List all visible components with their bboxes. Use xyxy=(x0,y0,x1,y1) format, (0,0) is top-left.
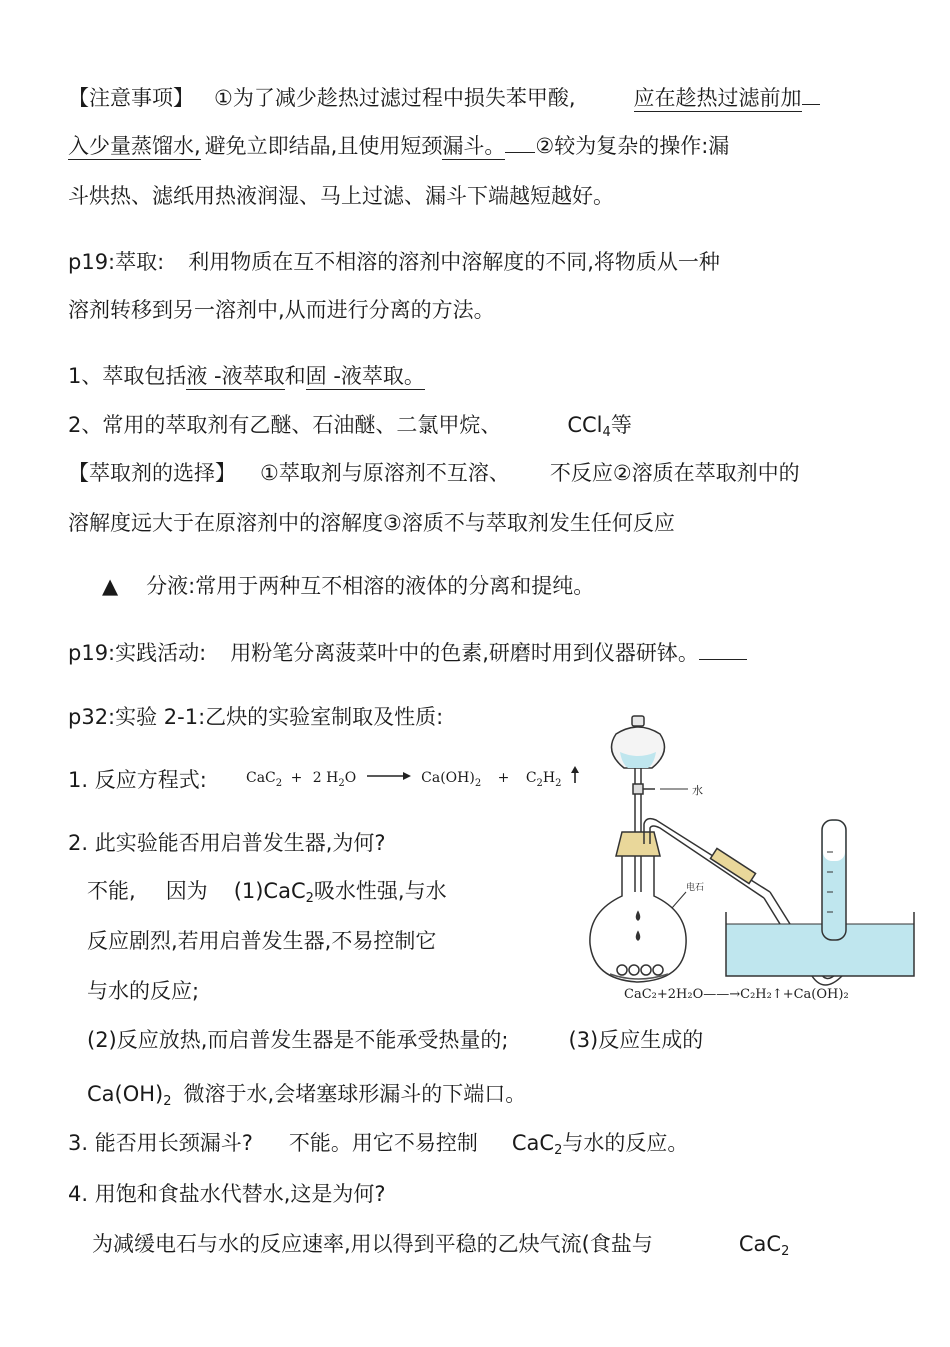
practice-label: p19:实践活动: xyxy=(68,641,207,665)
eq-term: C xyxy=(525,770,537,786)
answer-text: 不能。用它不易控制 xyxy=(288,1131,478,1155)
question-text: 3. 能否用长颈漏斗? xyxy=(68,1131,253,1155)
item-answer: 固 -液萃取。 xyxy=(305,364,425,388)
calcium-carbide-label: 电石 xyxy=(686,883,705,893)
answer-text: 不能, xyxy=(87,879,136,903)
question-1: 1. 反应方程式: xyxy=(68,768,207,792)
solvent-selection-line-2: 溶解度远大于在原溶剂中的溶解度③溶质不与萃取剂发生任何反应 xyxy=(68,511,675,535)
notes-answer: 应在趁热过滤前加 xyxy=(633,86,802,110)
practice-text: 用粉笔分离菠菜叶中的色素,研磨时用到仪器 xyxy=(230,641,636,665)
answer-text: 微溶于水,会堵塞球形漏斗的下端口。 xyxy=(183,1082,527,1106)
answer-2-line-4 xyxy=(87,1026,703,1054)
answer-text: CaC xyxy=(511,1131,555,1155)
subscript: 2 xyxy=(275,778,283,789)
subscript: 2 xyxy=(305,891,314,906)
answer-text: 为减缓电石与水的反应速率,用以得到平稳的乙炔气流(食盐与 xyxy=(92,1232,653,1256)
eq-plus: + xyxy=(290,770,303,786)
long-arrow-icon xyxy=(365,771,413,781)
item-text: 等 xyxy=(610,413,632,437)
extraction-definition-line-2: 溶剂转移到另一溶剂中,从而进行分离的方法。 xyxy=(68,298,495,322)
subscript: 2 xyxy=(554,1143,563,1158)
extraction-definition-line-1 xyxy=(68,248,720,276)
item-text: 和 xyxy=(284,364,306,388)
subscript: 2 xyxy=(163,1094,172,1109)
answer-text: 因为 xyxy=(165,879,208,903)
subscript: 4 xyxy=(602,425,611,440)
selection-heading: 【萃取剂的选择】 xyxy=(68,461,236,485)
water-label: 水 xyxy=(692,784,703,797)
eq-term: Ca(OH) xyxy=(421,770,475,786)
question-4: 4. 用饱和食盐水代替水,这是为何? xyxy=(68,1182,386,1206)
dropping-funnel xyxy=(612,716,665,892)
separation-text: 分液:常用于两种互不相溶的液体的分离和提纯。 xyxy=(146,574,595,598)
item-answer: 液 -液萃取 xyxy=(186,364,285,388)
selection-text: 不反应②溶质在萃取剂中的 xyxy=(549,461,800,485)
water-trough xyxy=(726,912,914,976)
subscript: 2 xyxy=(338,778,345,789)
notes-line-1 xyxy=(68,84,820,112)
ccl4-formula: CCl xyxy=(567,413,603,437)
solvent-selection-line-1 xyxy=(68,459,800,487)
answer-text: 与水的反应。 xyxy=(562,1131,689,1155)
figure-caption: CaC₂+2H₂O——→C₂H₂↑+Ca(OH)₂ xyxy=(624,987,849,1002)
subscript: 2 xyxy=(536,778,543,789)
notes-answer: 入少量蒸馏水, xyxy=(68,134,201,158)
eq-term: CaC xyxy=(246,770,276,786)
answer-text: (2)反应放热,而启普发生器是不能承受热量的; xyxy=(87,1028,509,1052)
notes-answer: 漏斗。 xyxy=(442,134,506,158)
answer-2-line-1 xyxy=(87,877,447,913)
answer-2-line-3: 与水的反应; xyxy=(87,979,200,1003)
answer-4-line-1 xyxy=(92,1230,789,1266)
rubber-stopper xyxy=(616,832,660,856)
eq-term: O xyxy=(344,770,357,786)
notes-line-2 xyxy=(68,132,729,160)
notes-heading: 【注意事项】 xyxy=(68,86,194,110)
eq-plus: + xyxy=(497,770,510,786)
selection-text: ①萃取剂与原溶剂不互溶、 xyxy=(260,461,510,485)
subscript: 2 xyxy=(555,778,562,789)
answer-text: CaC xyxy=(738,1232,782,1256)
extraction-text: 利用物质在互不相溶的溶剂中溶解度的不同,将物质从一种 xyxy=(188,250,720,274)
eq-term: H xyxy=(542,770,556,786)
item-text: 2、常用的萃取剂有乙醚、石油醚、二氯甲烷、 xyxy=(68,413,502,437)
eq-term: 2 H xyxy=(312,770,339,786)
practice-line xyxy=(68,639,747,667)
answer-text: (3)反应生成的 xyxy=(568,1028,704,1052)
practice-answer: 研钵。 xyxy=(635,641,699,665)
notes-text: ①为了减少趁热过滤过程中损失苯甲酸, xyxy=(214,86,576,110)
reaction-equation xyxy=(246,766,580,789)
item-text: 1、萃取包括 xyxy=(68,364,187,388)
answer-text: (1)CaC xyxy=(233,879,306,903)
notes-text: 避免立即结晶,且使用短颈 xyxy=(204,134,443,158)
answer-2-line-5 xyxy=(87,1080,526,1116)
answer-text: 吸水性强,与水 xyxy=(313,879,447,903)
round-bottom-flask xyxy=(590,856,686,982)
extraction-item-1 xyxy=(68,362,425,390)
caoh2-formula: Ca(OH) xyxy=(87,1082,164,1106)
extraction-label: p19:萃取: xyxy=(68,250,165,274)
question-3 xyxy=(68,1129,688,1165)
triangle-bullet-icon: ▲ xyxy=(102,574,119,598)
subscript: 2 xyxy=(474,778,482,789)
subscript: 2 xyxy=(781,1244,790,1259)
extraction-item-2 xyxy=(68,411,632,447)
collection-test-tube xyxy=(822,820,846,940)
notes-line-3: 斗烘热、滤纸用热液润湿、马上过滤、漏斗下端越短越好。 xyxy=(68,184,614,208)
acetylene-apparatus-figure xyxy=(560,712,920,1012)
experiment-title: p32:实验 2-1:乙炔的实验室制取及性质: xyxy=(68,705,444,729)
separation-line xyxy=(102,572,594,600)
question-2: 2. 此实验能否用启普发生器,为何? xyxy=(68,831,386,855)
answer-2-line-2: 反应剧烈,若用启普发生器,不易控制它 xyxy=(87,929,437,953)
notes-text: ②较为复杂的操作:漏 xyxy=(535,134,730,158)
